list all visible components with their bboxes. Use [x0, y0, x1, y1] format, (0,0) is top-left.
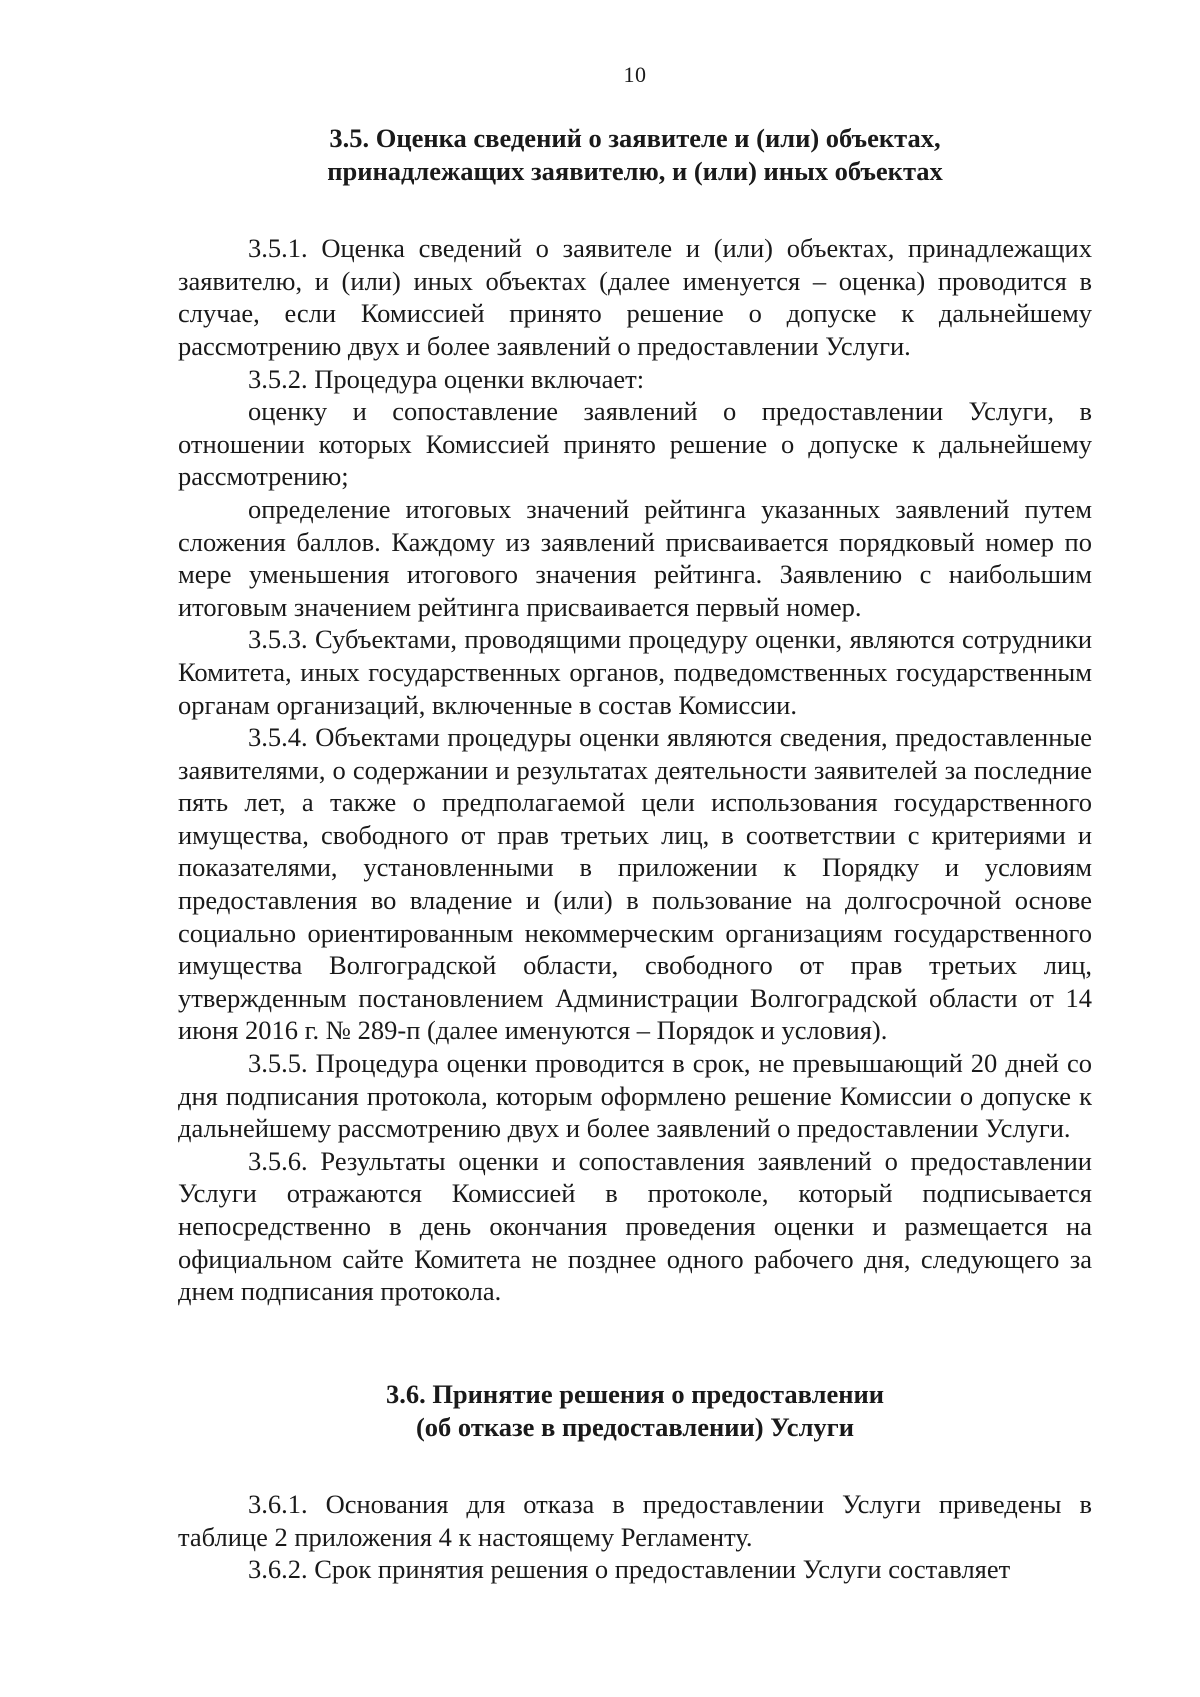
- paragraph-3-5-6: 3.5.6. Результаты оценки и сопоставления заявлений о предоставлении Услуги отражаются Комиссией в протоколе, который подписывается непосредственно в день окончания проведения оценки и размещается на официальном сайте Комитета не позднее одного рабочего дня, следующего за днем подписания протокола.: [178, 1145, 1092, 1307]
- section-3-6: [178, 1378, 1092, 1586]
- paragraph-3-5-2-item-1: оценку и сопоставление заявлений о предоставлении Услуги, в отношении которых Комиссией принято решение о допуске к дальнейшему рассмотрению;: [178, 396, 1092, 492]
- paragraph-3-5-1: 3.5.1. Оценка сведений о заявителе и (или) объектах, принадлежащих заявителю, и (или) иных объектах (далее именуется – оценка) проводится в случае, если Комиссией принято решение о допуске к дальнейшему рассмотрению двух и более заявлений о предоставлении Услуги.: [178, 233, 1092, 361]
- section-3-5: [178, 122, 1092, 1308]
- heading-spacer: [178, 187, 1092, 232]
- paragraph-3-5-4: 3.5.4. Объектами процедуры оценки являются сведения, предоставленные заявителями, о содержании и результатах деятельности заявителей за последние пять лет, а также о предполагаемой цели использования государственного имущества, свободного от прав третьих лиц, в соответствии с критериями и показателями, установленными в приложении к Порядку и условиям предоставления во владение и (или) в пользование на долгосрочной основе социально ориентированным некоммерческим организациям государственного имущества Волгоградской области, свободного от прав третьих лиц, утвержденным постановлением Администрации Волгоградской области от 14 июня 2016 г. № 289-п (далее именуются – Порядок и условия).: [178, 722, 1092, 1046]
- paragraph-3-5-3: 3.5.3. Субъектами, проводящими процедуру оценки, являются сотрудники Комитета, иных государственных органов, подведомственных государственным органам организаций, включенные в состав Комиссии.: [178, 624, 1092, 720]
- paragraph-3-5-2: 3.5.2. Процедура оценки включает:: [248, 363, 645, 394]
- section-3-5-heading-line1: 3.5. Оценка сведений о заявителе и (или) объектах,: [329, 123, 941, 153]
- paragraph-3-5-5: 3.5.5. Процедура оценки проводится в срок, не превышающий 20 дней со дня подписания протокола, которым оформлено решение Комиссии о допуске к дальнейшему рассмотрению двух и более заявлений о предоставлении Услуги.: [178, 1048, 1092, 1144]
- paragraph-3-6-2: 3.6.2. Срок принятия решения о предоставлении Услуги составляет: [248, 1554, 1011, 1585]
- paragraph-3-6-1: 3.6.1. Основания для отказа в предоставлении Услуги приведены в таблице 2 приложения 4 к настоящему Регламенту.: [178, 1489, 1092, 1552]
- section-3-6-heading: [178, 1378, 1092, 1443]
- heading-spacer: [178, 1443, 1092, 1488]
- section-3-6-heading-line2: (об отказе в предоставлении) Услуги: [415, 1411, 854, 1442]
- page-number: 10: [623, 62, 647, 87]
- section-3-5-heading-line2: принадлежащих заявителю, и (или) иных объектах: [327, 155, 943, 186]
- section-3-5-heading: [178, 122, 1092, 187]
- paragraph-3-5-2-item-2: определение итоговых значений рейтинга указанных заявлений путем сложения баллов. Каждому из заявлений присваивается порядковый номер по мере уменьшения итогового значения рейтинга. Заявлению с наибольшим итоговым значением рейтинга присваивается первый номер.: [178, 493, 1092, 622]
- section-3-6-heading-line1: 3.6. Принятие решения о предоставлении: [385, 1379, 885, 1409]
